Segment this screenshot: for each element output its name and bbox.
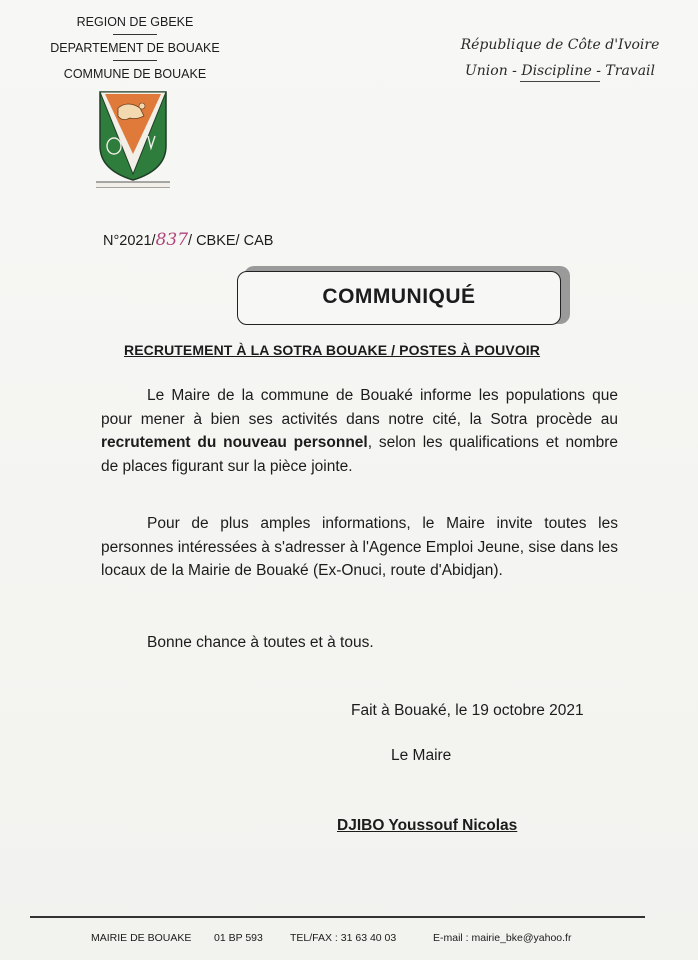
reference-prefix: N°2021/ [103, 233, 156, 249]
paragraph-information [101, 512, 618, 583]
coat-of-arms-icon [96, 88, 170, 188]
department-name: DEPARTEMENT DE BOUAKE [50, 41, 220, 55]
subject-line: RECRUTEMENT À LA SOTRA BOUAKE / POSTES À POUVOIR [124, 342, 541, 358]
divider [113, 34, 157, 35]
footer-office: MAIRIE DE BOUAKE [91, 932, 192, 944]
closing-wish: Bonne chance à toutes et à tous. [147, 634, 374, 651]
region-name: REGION DE GBEKE [76, 15, 194, 29]
paragraph-emphasis: recrutement du nouveau personnel [101, 434, 368, 451]
title-box [237, 271, 561, 325]
paragraph-text: Le Maire de la commune de Bouaké informe les populations que pour mener à bien ses activités dans notre cité, la Sotra procède au [101, 387, 618, 428]
commune-name: COMMUNE DE BOUAKE [63, 67, 207, 81]
reference-suffix: / CBKE/ CAB [188, 233, 274, 249]
signatory-role: Le Maire [391, 747, 452, 764]
footer-telfax: TEL/FAX : 31 63 40 03 [290, 932, 397, 944]
reference-handwritten-number: 837 [155, 230, 189, 250]
footer-divider [30, 916, 645, 918]
date-line: Fait à Bouaké, le 19 octobre 2021 [351, 702, 584, 719]
paragraph-text: Pour de plus amples informations, le Maire invite toutes les personnes intéressées à s'adresser à l'Agence Emploi Jeune, sise dans les locaux de la Mairie de Bouaké (Ex-Onuci, route d'Abidjan). [101, 515, 618, 579]
document-title: COMMUNIQUÉ [322, 285, 476, 308]
national-motto [445, 32, 675, 82]
issuing-authority [40, 14, 230, 82]
paragraph-text: , selon les qualifications et nombre de places figurant sur la pièce jointe. [101, 434, 618, 475]
divider [113, 60, 157, 61]
reference-number [103, 230, 273, 250]
paragraph-announcement [101, 384, 618, 478]
republic-name: République de Côte d'Ivoire [460, 37, 660, 53]
footer-email: E-mail : mairie_bke@yahoo.fr [433, 932, 572, 944]
signatory-name: DJIBO Youssouf Nicolas [337, 817, 518, 834]
motto: Union - Discipline - Travail [464, 63, 655, 79]
footer-po-box: 01 BP 593 [214, 932, 263, 944]
